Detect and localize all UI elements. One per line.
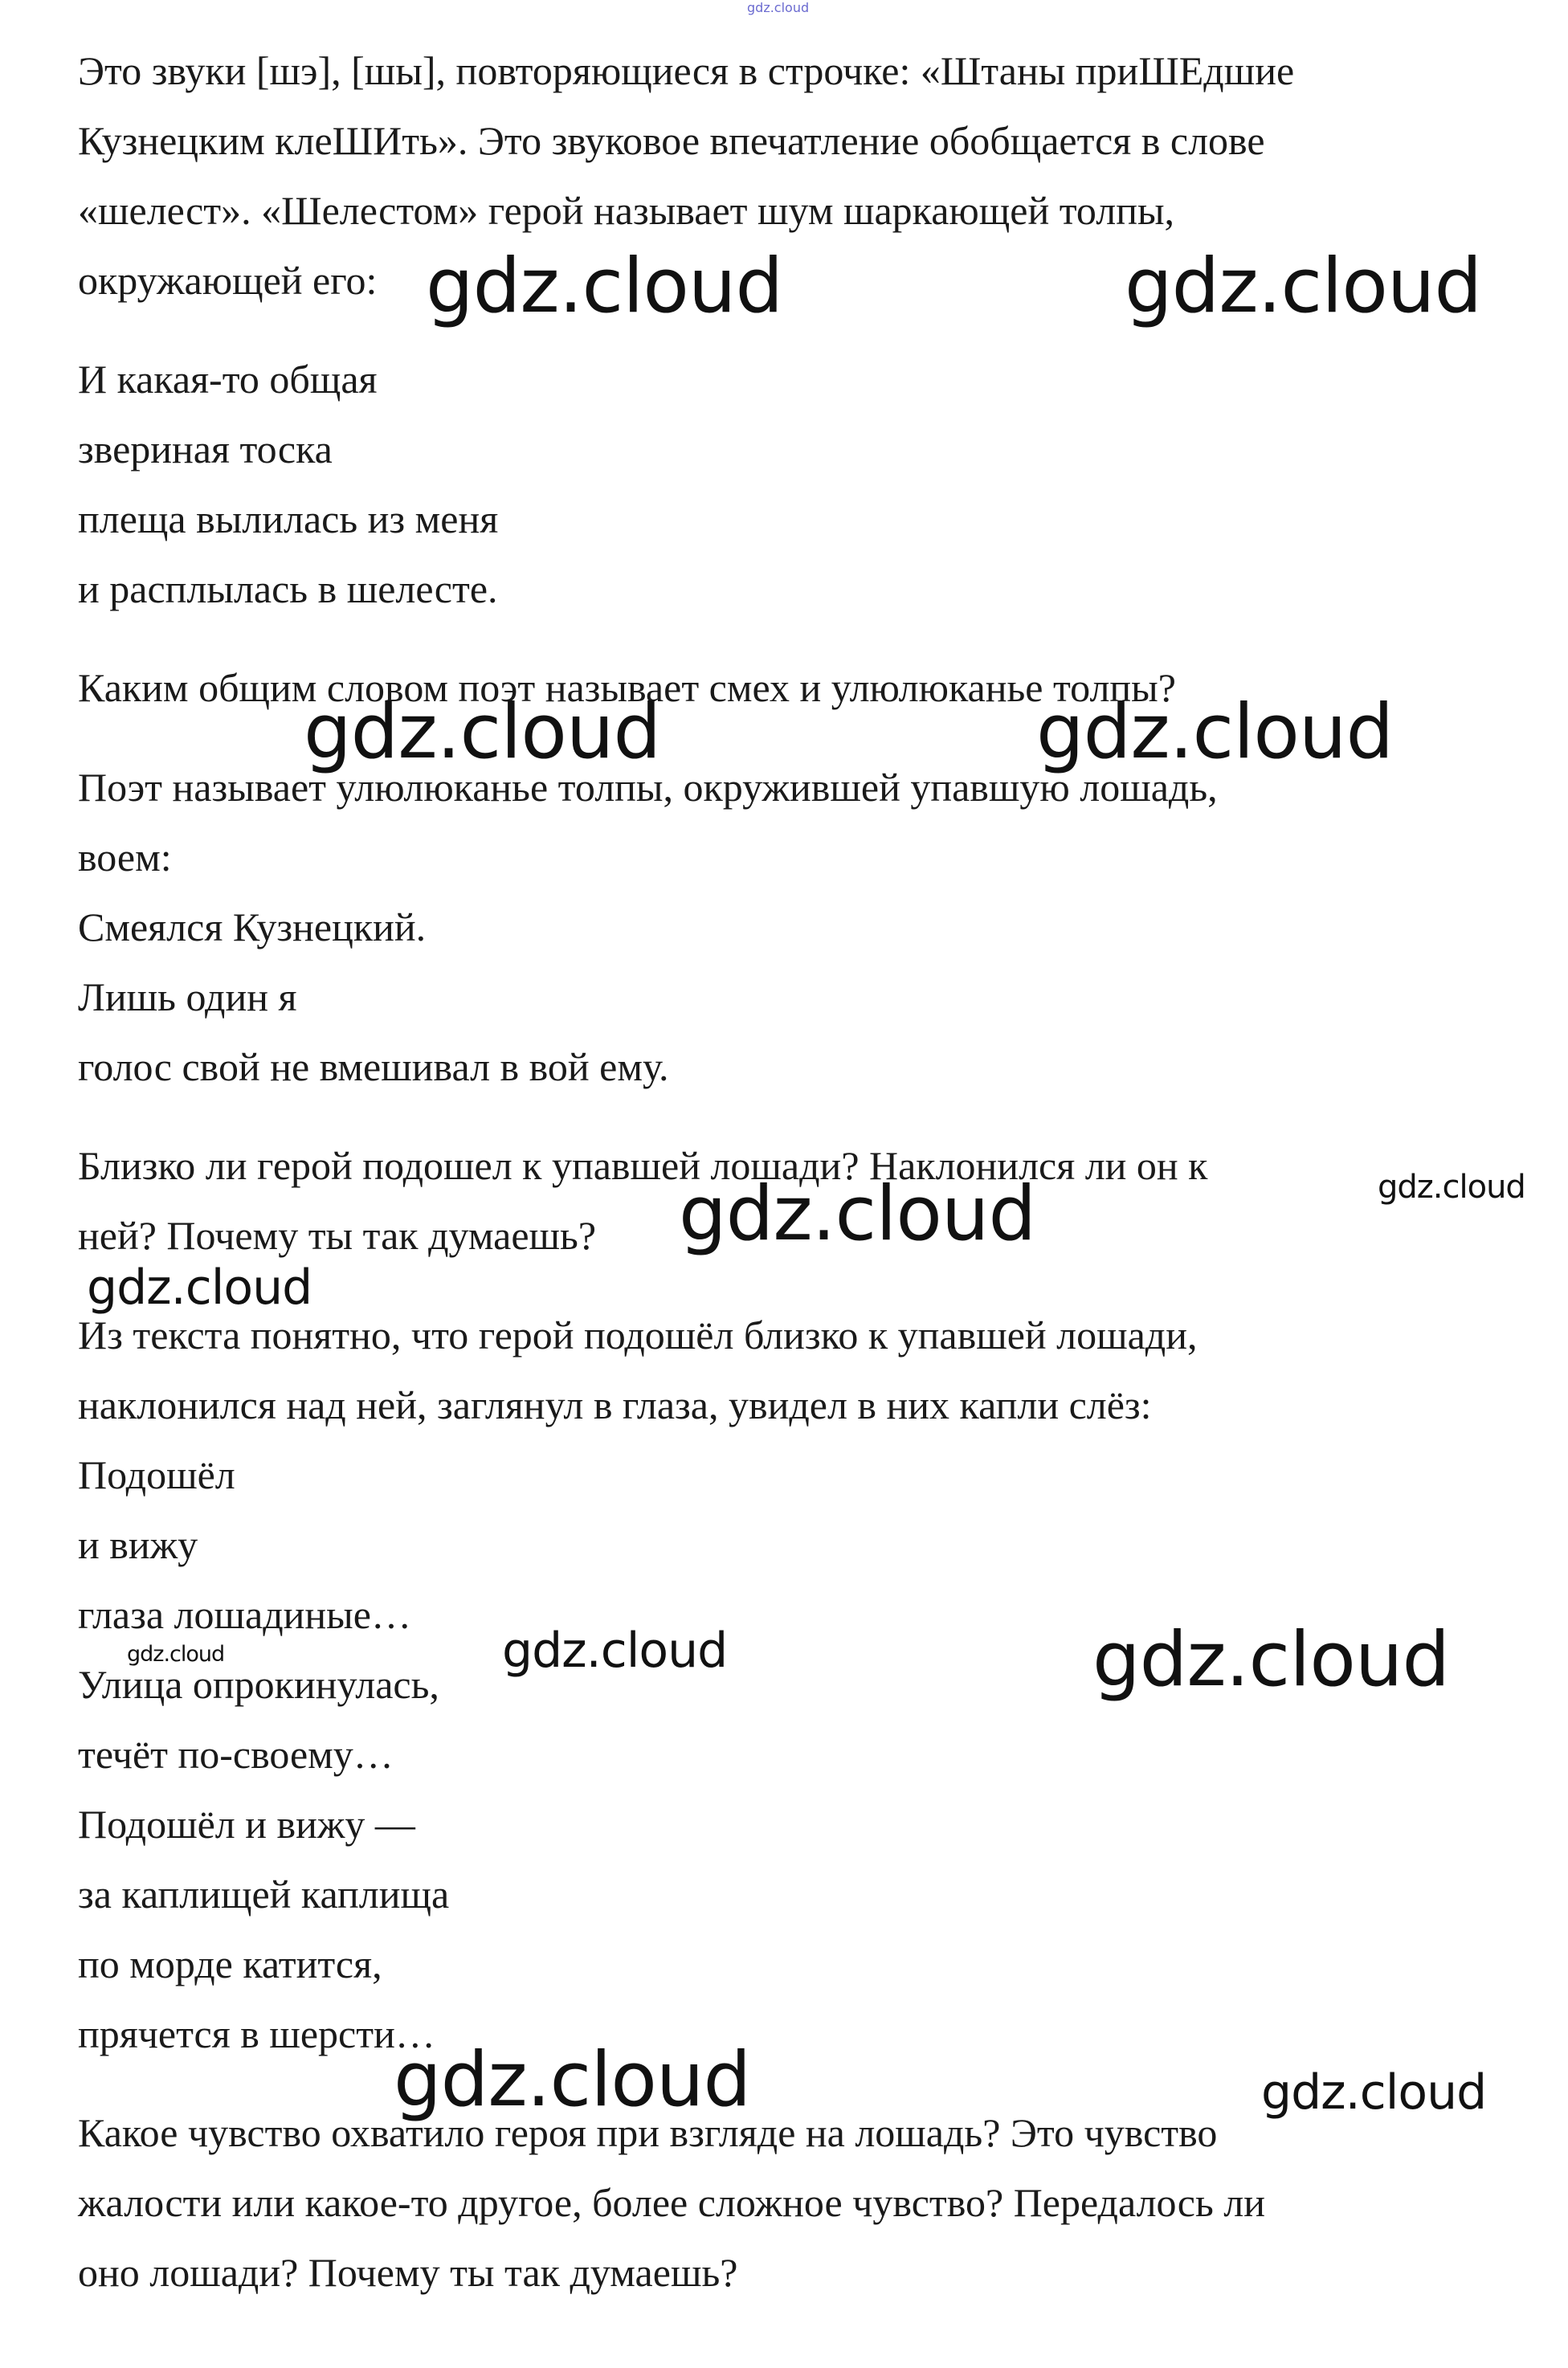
answer-line: Поэт называет улюлюканье толпы, окружившей упавшую лошадь, (78, 765, 1218, 810)
question-line: Какое чувство охватило героя при взгляде на лошадь? Это чувство (78, 2110, 1218, 2155)
answer-line: Подошёл и вижу — (78, 1802, 415, 1847)
watermark-top: gdz.cloud (747, 0, 810, 15)
answer-line: по морде катится, (78, 1941, 382, 1986)
text-line: окружающей его: (78, 258, 378, 303)
watermark: gdz.cloud (304, 688, 661, 776)
poem-line: и расплылась в шелесте. (78, 566, 498, 611)
watermark: gdz.cloud (502, 1623, 728, 1679)
answer-line: Из текста понятно, что герой подошёл близко к упавшей лошади, (78, 1313, 1198, 1358)
watermark: gdz.cloud (1092, 1616, 1450, 1704)
question-line: Близко ли герой подошел к упавшей лошади? Наклонился ли он к (78, 1143, 1208, 1188)
question-line: жалости или какое-то другое, более сложное чувство? Передалось ли (78, 2180, 1266, 2225)
answer-line: течёт по-своему… (78, 1732, 394, 1777)
question-line: ней? Почему ты так думаешь? (78, 1213, 597, 1258)
answer-line: глаза лошадиные… (78, 1592, 411, 1637)
question-line: Каким общим словом поэт называет смех и улюлюканье толпы? (78, 665, 1176, 710)
watermark: gdz.cloud (394, 2036, 751, 2124)
poem-line: плеща вылилась из меня (78, 496, 499, 541)
watermark: gdz.cloud (1378, 1169, 1525, 1206)
answer-line: воем: (78, 835, 172, 880)
watermark: gdz.cloud (87, 1260, 312, 1316)
answer-line: Улица опрокинулась, (78, 1662, 439, 1707)
answer-line: прячется в шерсти… (78, 2011, 435, 2056)
watermark: gdz.cloud (127, 1642, 225, 1667)
question-line: оно лошади? Почему ты так думаешь? (78, 2250, 738, 2295)
watermark: gdz.cloud (1036, 688, 1394, 776)
text-line: Кузнецким клеШИть». Это звуковое впечатление обобщается в слове (78, 118, 1265, 163)
answer-line: за каплищей каплища (78, 1872, 450, 1917)
text-line: «шелест». «Шелестом» герой называет шум шаркающей толпы, (78, 188, 1175, 233)
answer-line: Смеялся Кузнецкий. (78, 904, 427, 949)
answer-line: и вижу (78, 1522, 198, 1567)
watermark: gdz.cloud (1261, 2064, 1487, 2121)
answer-line: голос свой не вмешивал в вой ему. (78, 1044, 669, 1089)
poem-line: звериная тоска (78, 427, 333, 472)
answer-line: Лишь один я (78, 974, 297, 1019)
answer-line: наклонился над ней, заглянул в глаза, увидел в них капли слёз: (78, 1382, 1152, 1427)
watermark: gdz.cloud (426, 243, 783, 330)
watermark: gdz.cloud (1125, 243, 1482, 330)
poem-line: И какая-то общая (78, 357, 378, 402)
watermark: gdz.cloud (679, 1170, 1036, 1258)
text-line: Это звуки [шэ], [шы], повторяющиеся в строчке: «Штаны приШЕдшие (78, 48, 1295, 93)
answer-line: Подошёл (78, 1452, 235, 1497)
